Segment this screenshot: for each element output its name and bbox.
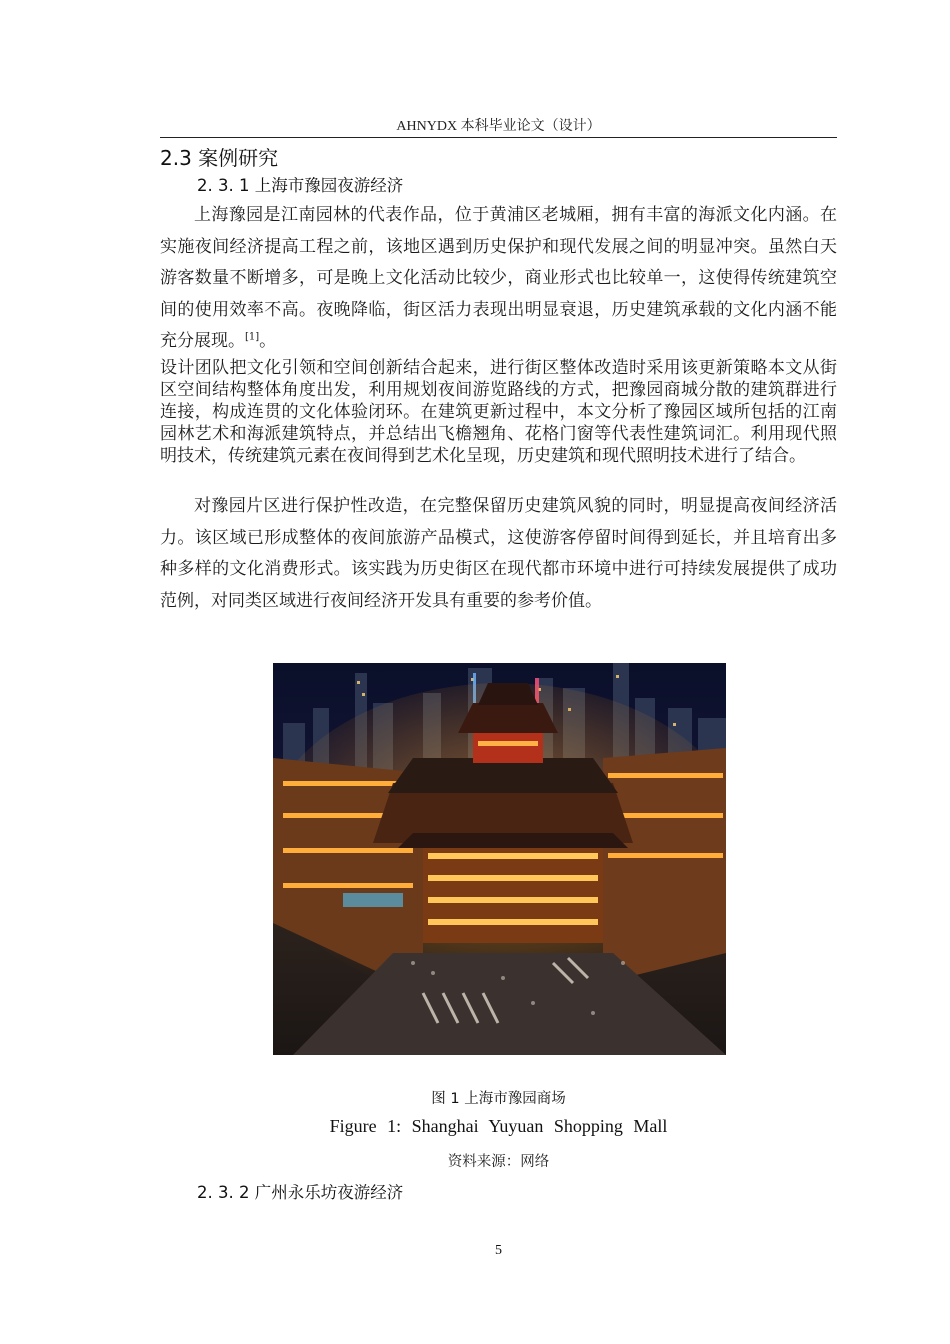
paragraph-3: 对豫园片区进行保护性改造，在完整保留历史建筑风貌的同时，明显提高夜间经济活力。该区域已形成整体的夜间旅游产品模式，这使游客停留时间得到延长，并且培育出多种多样的文化消费形式。该实践为历史街区在现代都市环境中进行可持续发展提供了成功范例，对同类区域进行夜间经济开发具有重要的参考价值。 [160, 496, 837, 611]
paragraph-1-end: 。 [259, 331, 277, 351]
page-header: AHNYDX 本科毕业论文（设计） [396, 119, 601, 134]
paragraph-1 [160, 200, 837, 358]
page-number: 5 [495, 1243, 502, 1258]
figure-caption-cn: 图 1 上海市豫园商场 [431, 1091, 566, 1107]
figure-photo [273, 663, 726, 1055]
subsection-heading-2: 2. 3. 2 广州永乐坊夜游经济 [197, 1183, 404, 1202]
figure-caption-en: Figure 1: Shanghai Yuyuan Shopping Mall [329, 1116, 668, 1136]
paragraph-1-text: 上海豫园是江南园林的代表作品，位于黄浦区老城厢，拥有丰富的海派文化内涵。在实施夜间经济提高工程之前，该地区遇到历史保护和现代发展之间的明显冲突。虽然白天游客数量不断增多，可是晚上文化活动比较少，商业形式也比较单一，这使得传统建筑空间的使用效率不高。夜晚降临，街区活力表现出明显衰退，历史建筑承载的文化内涵不能充分展现。 [160, 205, 837, 351]
subsection-heading-1: 2. 3. 1 上海市豫园夜游经济 [197, 176, 404, 195]
yuyuan-night-photo [273, 663, 726, 1055]
header-rule [160, 137, 837, 138]
section-heading: 2.3 案例研究 [160, 146, 279, 170]
citation-1[interactable]: [1] [245, 331, 260, 343]
paragraph-2: 设计团队把文化引领和空间创新结合起来，进行街区整体改造时采用该更新策略本文从街区空间结构整体角度出发，利用规划夜间游览路线的方式，把豫园商城分散的建筑群进行连接，构成连贯的文化体验闭环。在建筑更新过程中，本文分析了豫园区域所包括的江南园林艺术和海派建筑特点，并总结出飞檐翘角、花格门窗等代表性建筑词汇。利用现代照明技术，传统建筑元素在夜间得到艺术化呈现，历史建筑和现代照明技术进行了结合。 [160, 358, 837, 466]
figure-source: 资料来源：网络 [447, 1154, 550, 1170]
